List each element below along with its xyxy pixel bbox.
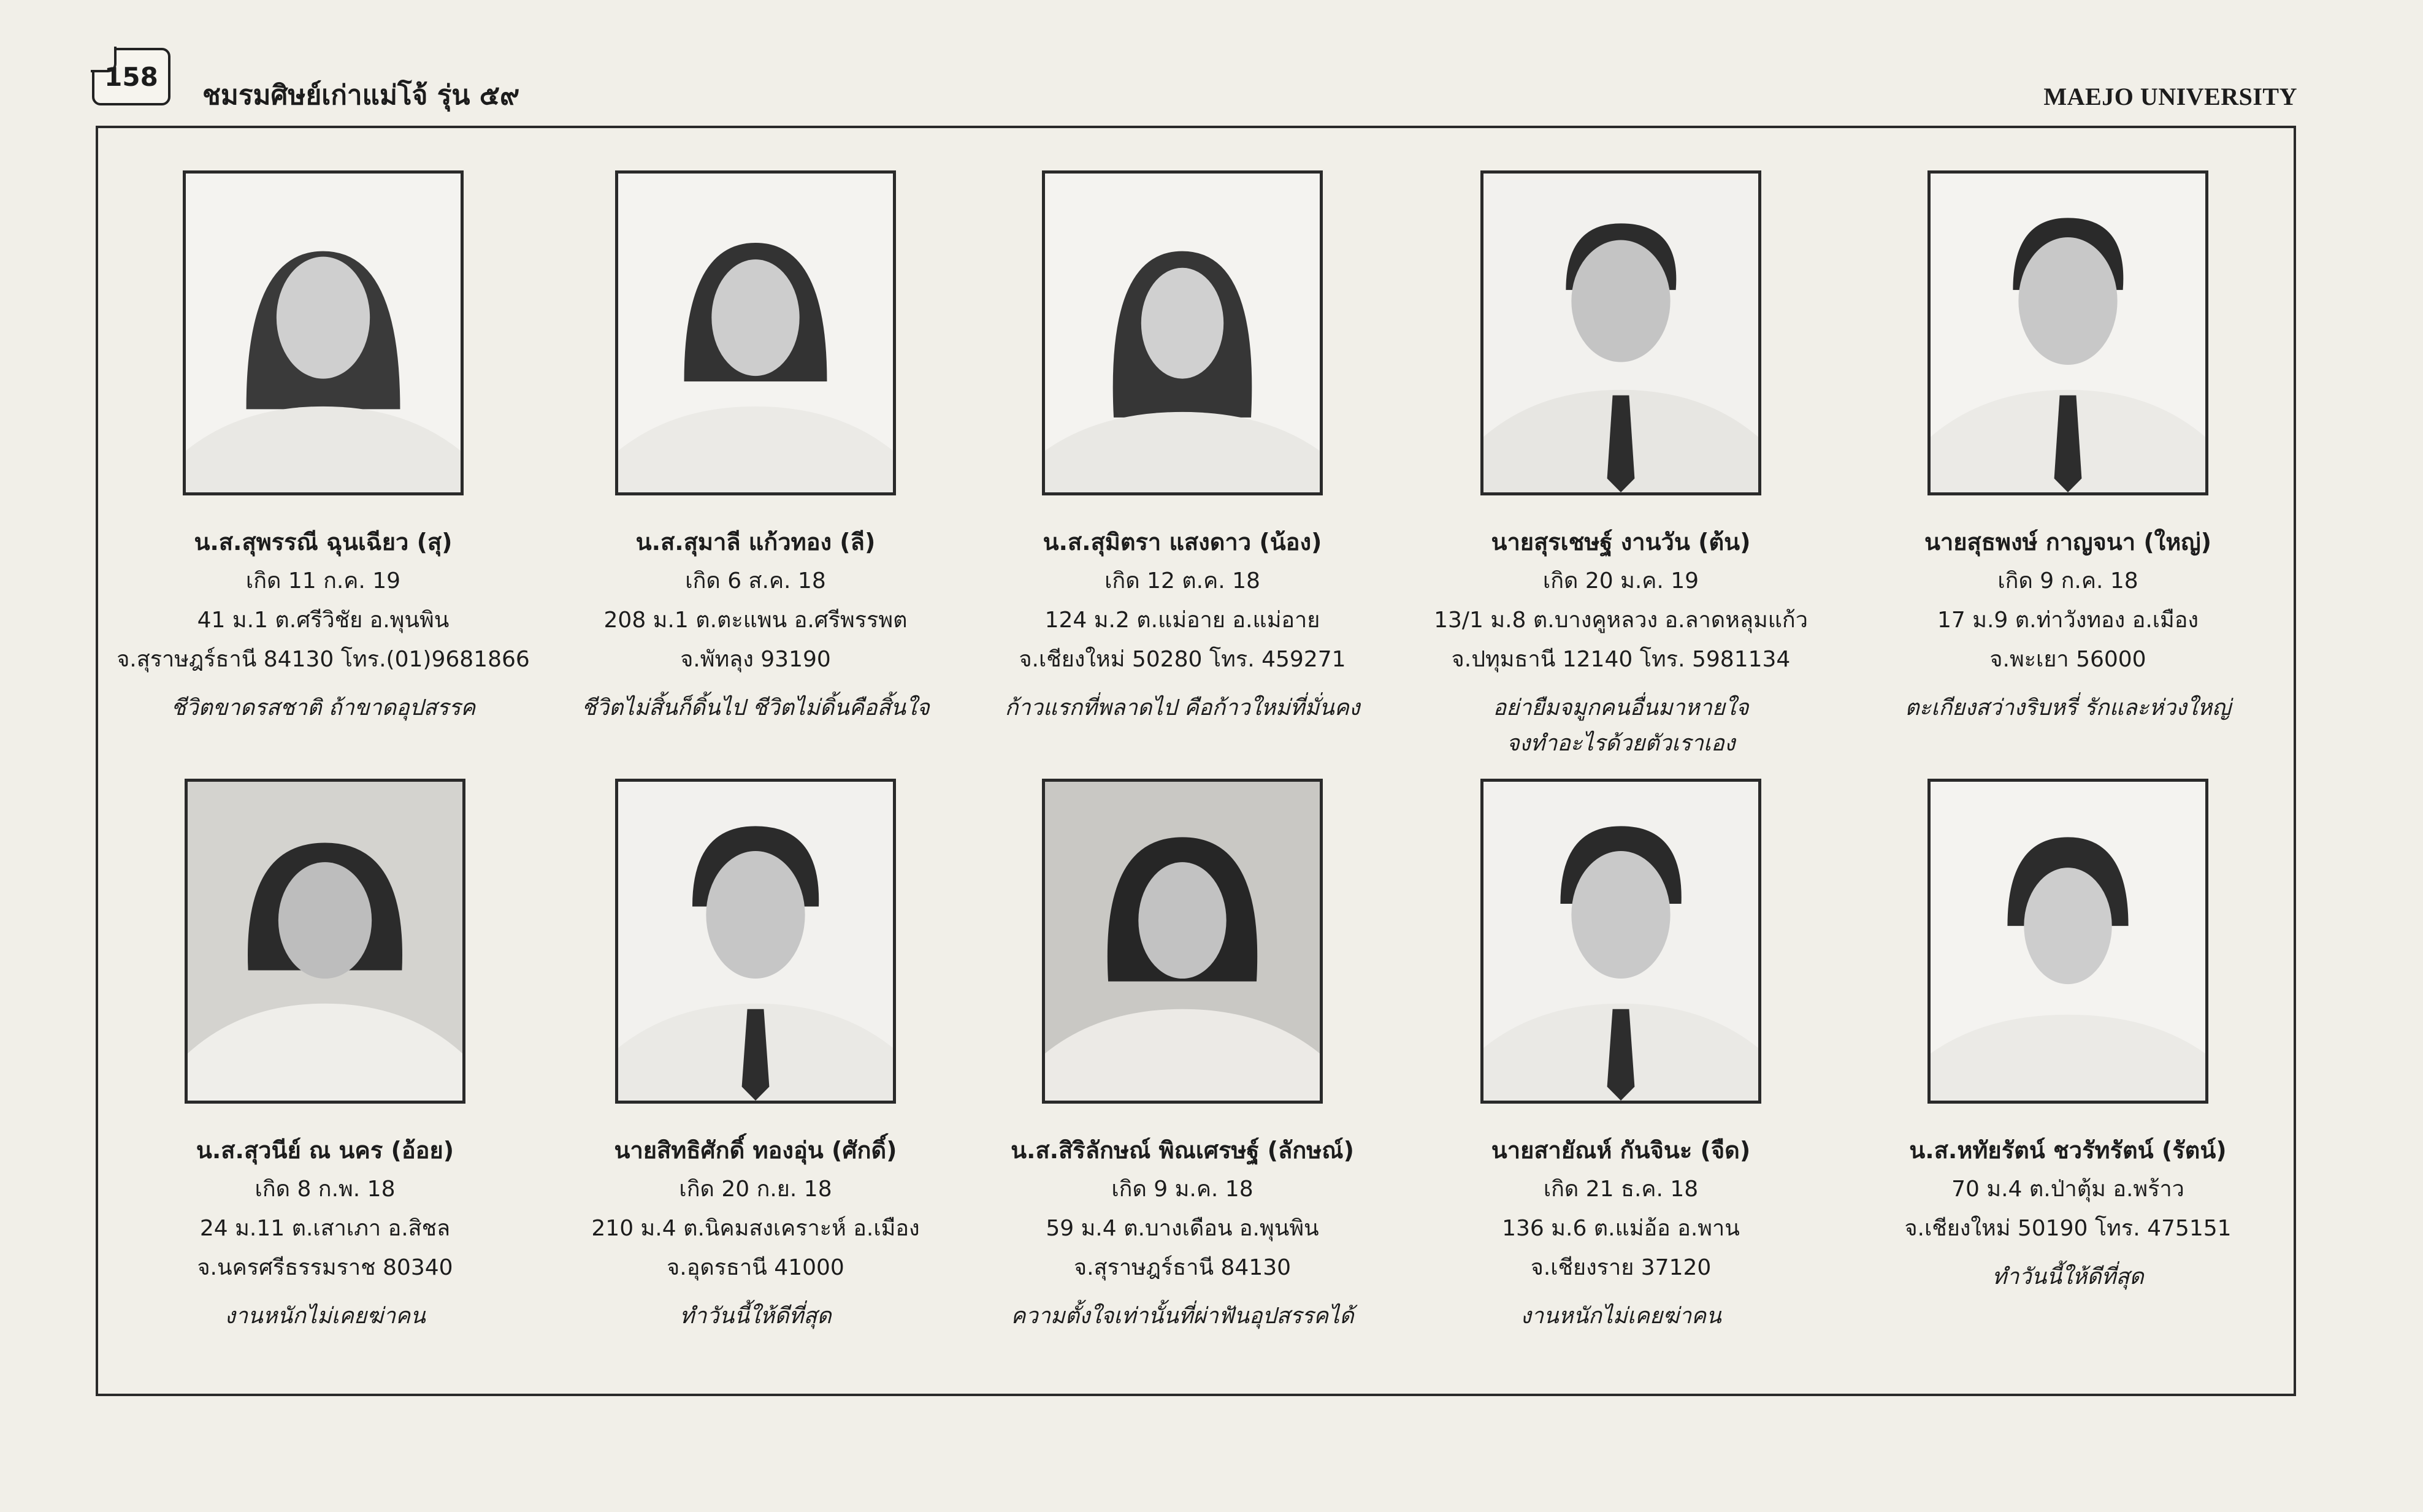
address-line-1: 208 ม.1 ต.ตะแพน อ.ศรีพรรพต — [603, 608, 908, 633]
address-line-1: 70 ม.4 ต.ป่าตุ้ม อ.พร้าว — [1951, 1177, 2184, 1202]
portrait-photo — [615, 170, 896, 495]
motto: ก้าวแรกที่พลาดไป คือก้าวใหม่ที่มั่นคง — [1005, 695, 1360, 720]
address-line-2: จ.พัทลุง 93190 — [680, 647, 831, 672]
person-card — [1406, 170, 1835, 762]
motto: ชีวิตไม่สิ้นก็ดิ้นไป ชีวิตไม่ดิ้นคือสิ้นใจ — [581, 695, 930, 720]
address-line-2: จ.เชียงใหม่ 50190 โทร. 475151 — [1904, 1216, 2232, 1241]
portrait-photo — [1927, 779, 2208, 1104]
person-card — [109, 170, 538, 726]
person-name: นายสุรเชษฐ์ งานวัน (ต้น) — [1491, 529, 1751, 556]
person-card — [1853, 170, 2283, 726]
university-name: MAEJO UNIVERSITY — [2043, 83, 2297, 110]
portrait-photo — [1042, 170, 1323, 495]
birth-date: เกิด 20 ม.ค. 19 — [1542, 568, 1699, 594]
portrait-photo — [615, 779, 896, 1104]
birth-date: เกิด 9 ม.ค. 18 — [1111, 1177, 1254, 1202]
person-name: น.ส.สุวนีย์ ณ นคร (อ้อย) — [196, 1137, 454, 1164]
person-name: นายสิทธิศักดิ์ ทองอุ่น (ศักดิ์) — [614, 1137, 897, 1164]
motto: ทำวันนี้ให้ดีที่สุด — [1992, 1264, 2144, 1289]
person-name: น.ส.สิริลักษณ์ พิณเศรษฐ์ (ลักษณ์) — [1011, 1137, 1354, 1164]
person-name: น.ส.หทัยรัตน์ ชวรัทรัตน์ (รัตน์) — [1909, 1137, 2227, 1164]
address-line-1: 41 ม.1 ต.ศรีวิชัย อ.พุนพิน — [197, 608, 450, 633]
motto: งานหนักไม่เคยฆ่าคน — [224, 1304, 426, 1329]
motto: ความตั้งใจเท่านั้นที่ผ่าฟันอุปสรรคได้ — [1011, 1304, 1354, 1329]
birth-date: เกิด 21 ธ.ค. 18 — [1543, 1177, 1699, 1202]
person-card — [1406, 779, 1835, 1334]
address-line-1: 124 ม.2 ต.แม่อาย อ.แม่อาย — [1044, 608, 1320, 633]
address-line-2: จ.เชียงใหม่ 50280 โทร. 459271 — [1019, 647, 1346, 672]
birth-date: เกิด 9 ก.ค. 18 — [1997, 568, 2138, 594]
birth-date: เกิด 6 ส.ค. 18 — [685, 568, 826, 594]
address-line-1: 59 ม.4 ต.บางเดือน อ.พุนพิน — [1046, 1216, 1319, 1241]
motto: ตะเกียงสว่างริบหรี่ รักและห่วงใหญ่ — [1905, 695, 2231, 720]
person-card — [541, 779, 970, 1334]
address-line-2: จ.สุราษฎร์ธานี 84130 โทร.(01)9681866 — [117, 647, 530, 672]
address-line-2: จ.เชียงราย 37120 — [1530, 1255, 1712, 1280]
person-card — [968, 170, 1397, 726]
address-line-2: จ.ปทุมธานี 12140 โทร. 5981134 — [1451, 647, 1791, 672]
club-title: ชมรมศิษย์เก่าแม่โจ้ รุ่น ๕๙ — [202, 80, 520, 111]
address-line-2: จ.อุดรธานี 41000 — [667, 1255, 844, 1280]
portrait-photo — [1480, 170, 1761, 495]
birth-date: เกิด 20 ก.ย. 18 — [679, 1177, 832, 1202]
birth-date: เกิด 8 ก.พ. 18 — [255, 1177, 396, 1202]
address-line-2: จ.นครศรีธรรมราช 80340 — [197, 1255, 453, 1280]
person-card — [110, 779, 540, 1334]
person-name: น.ส.สุมิตรา แสงดาว (น้อง) — [1043, 529, 1322, 556]
motto: อย่ายืมจมูกคนอื่นมาหายใจ — [1493, 695, 1749, 720]
address-line-1: 24 ม.11 ต.เสาเภา อ.สิชล — [199, 1216, 451, 1241]
person-name: นายสุธพงษ์ กาญจนา (ใหญ่) — [1924, 529, 2212, 556]
motto: ชีวิตขาดรสชาติ ถ้าขาดอุปสรรค — [170, 695, 476, 720]
page-number-box — [92, 48, 170, 105]
address-line-1: 13/1 ม.8 ต.บางคูหลวง อ.ลาดหลุมแก้ว — [1434, 608, 1808, 633]
motto: งานหนักไม่เคยฆ่าคน — [1520, 1304, 1721, 1329]
person-card — [968, 779, 1397, 1334]
birth-date: เกิด 12 ต.ค. 18 — [1104, 568, 1260, 594]
portrait-photo — [1480, 779, 1761, 1104]
birth-date: เกิด 11 ก.ค. 19 — [245, 568, 401, 594]
person-name: น.ส.สุพรรณี ฉุนเฉียว (สุ) — [194, 529, 453, 556]
address-line-1: 136 ม.6 ต.แม่อ้อ อ.พาน — [1502, 1216, 1740, 1241]
portrait-photo — [1042, 779, 1323, 1104]
address-line-2: จ.สุราษฎร์ธานี 84130 — [1073, 1255, 1292, 1280]
motto-line-2: จงทำอะไรด้วยตัวเราเอง — [1506, 731, 1736, 756]
person-name: นายสายัณห์ กันจินะ (จืด) — [1491, 1137, 1751, 1164]
person-name: น.ส.สุมาลี แก้วทอง (ลี) — [635, 529, 876, 556]
person-card — [1853, 779, 2283, 1295]
motto: ทำวันนี้ให้ดีที่สุด — [679, 1304, 832, 1329]
address-line-1: 210 ม.4 ต.นิคมสงเคราะห์ อ.เมือง — [591, 1216, 920, 1241]
address-line-1: 17 ม.9 ต.ท่าวังทอง อ.เมือง — [1937, 608, 2199, 633]
address-line-2: จ.พะเยา 56000 — [1989, 647, 2146, 672]
person-card — [541, 170, 970, 726]
portrait-photo — [185, 779, 465, 1104]
portrait-photo — [1927, 170, 2208, 495]
portrait-photo — [183, 170, 464, 495]
page-number: 158 — [104, 61, 158, 92]
